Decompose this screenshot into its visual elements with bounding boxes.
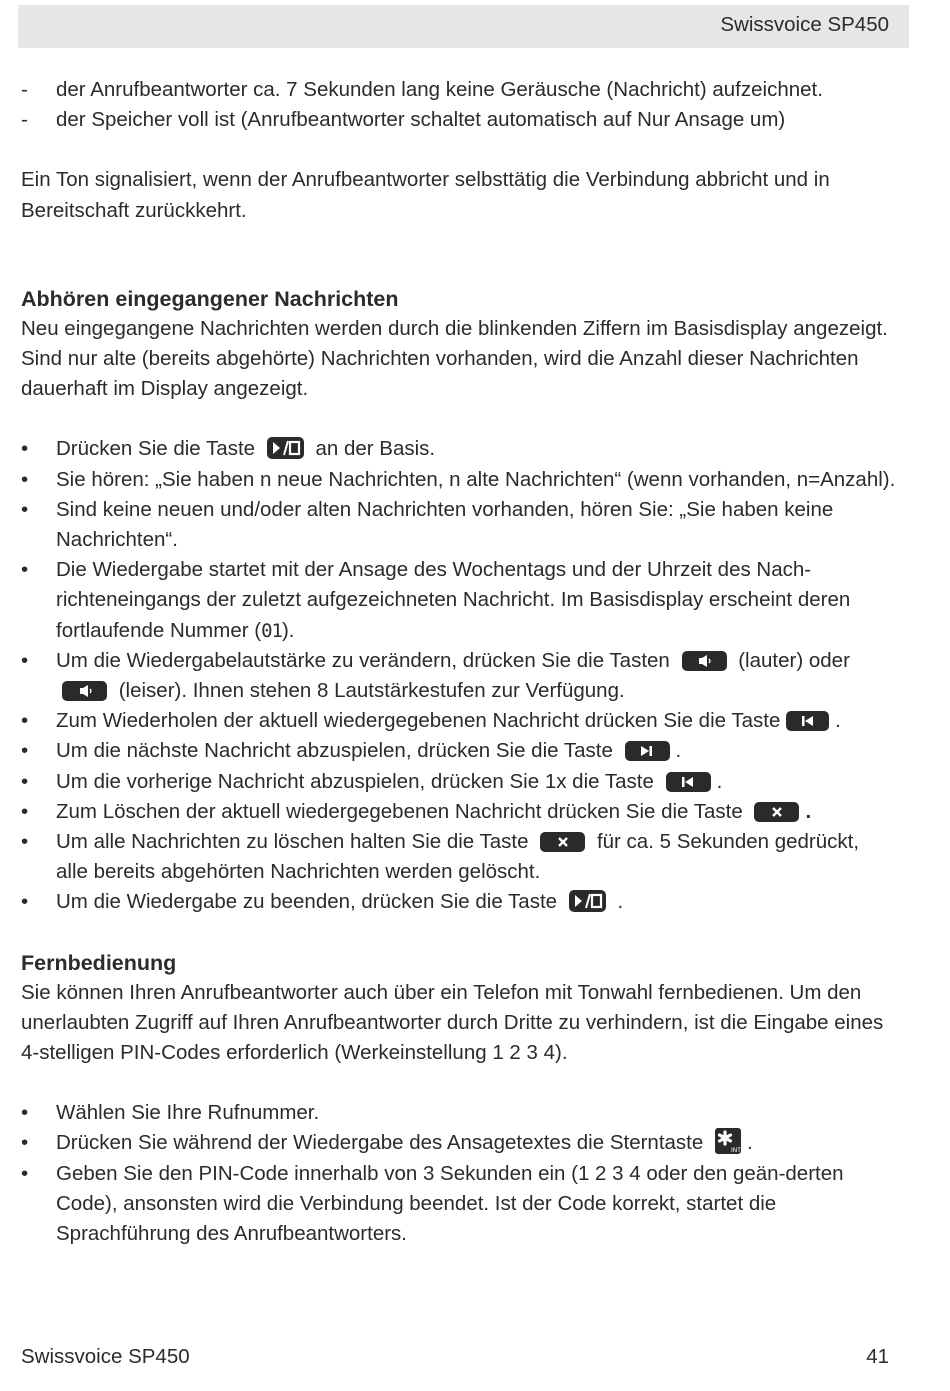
list-item-text: . [716,769,723,793]
list-item [21,495,896,555]
play-pause-key-icon [569,890,606,912]
bullet-marker: • [21,437,29,461]
dash-marker: - [21,108,28,132]
list-item-text: Um die vorherige Nachricht abzuspielen, drücken Sie 1x die Taste [56,769,654,793]
list-item-text: (lauter) oder [738,648,850,672]
display-digits: 01 [261,619,282,642]
bullet-marker: • [21,769,29,793]
list-item-text: . [675,739,682,763]
bullet-marker: • [21,890,29,914]
page-content [21,75,896,1249]
list-item [21,555,896,646]
list-item [21,1159,896,1250]
play-pause-key-icon [267,437,304,459]
list-item [21,706,896,736]
delete-key-icon [540,832,585,852]
header-bar [18,5,909,48]
list-item-text: ). [281,618,295,642]
list-item-text: Sie hören: „Sie haben n neue Nachrichten, n alte Nachrichten“ (wenn vorhanden, n=Anzahl). [56,467,896,491]
list-item [21,827,896,887]
bullet-marker: • [21,648,29,672]
list-item-text: Drücken Sie die Taste [56,437,256,461]
list-item-text: Zum Wiederholen der aktuell wiedergegebenen Nachricht drücken Sie die Taste [56,709,781,733]
list-item [21,797,896,827]
delete-key-icon [754,802,799,822]
bullet-marker: • [21,1161,29,1185]
list-item-text: an der Basis. [315,437,436,461]
section-paragraph: Sie können Ihren Anrufbeantworter auch über ein Telefon mit Tonwahl fernbedienen. Um den unerlaubten Zugriff auf Ihren Anrufbeantworter durch Dritte zu verhindern, ist die Eingabe eines 4-stelligen PIN-Codes erforderlich (Werkeinstellung 1 2 3 4). [21,980,884,1065]
list-item-text: für ca. 5 Sekunden gedrückt, alle bereits abgehörten Nachrichten werden gelöscht. [56,830,860,884]
list-item [21,1128,896,1158]
skip-forward-key-icon [625,741,670,761]
footer-title: Swissvoice SP450 [21,1345,190,1368]
list-item-text: . [805,799,812,823]
list-item [21,646,896,706]
dash-item [21,105,896,135]
bullet-list [21,434,896,917]
list-item-text: Drücken Sie während der Wiedergabe des Ansagetextes die Sterntaste [56,1131,704,1155]
dash-item [21,75,896,105]
volume-up-key-icon [682,651,727,671]
list-item [21,465,896,495]
intro-paragraph: Ein Ton signalisiert, wenn der Anrufbeantworter selbsttätig die Verbindung abbricht und in Bereitschaft zurückkehrt. [21,168,830,222]
list-item-text: Um die nächste Nachricht abzuspielen, drücken Sie die Taste [56,739,613,763]
dash-item-text: der Speicher voll ist (Anrufbeantworter schaltet automatisch auf Nur Ansage um) [56,108,786,132]
dash-marker: - [21,78,28,101]
list-item [21,736,896,766]
skip-back-key-icon [666,772,711,792]
bullet-marker: • [21,709,29,733]
list-item-text: Um die Wiedergabelautstärke zu verändern, drücken Sie die Tasten [56,648,670,672]
bullet-marker: • [21,467,29,491]
star-key-label: INT [730,1147,741,1155]
section-heading: Fernbedienung [21,950,177,975]
list-item-text: Wählen Sie Ihre Rufnummer. [56,1101,320,1125]
bullet-list [21,1098,896,1249]
list-item [21,1098,896,1128]
dash-item-text: der Anrufbeantworter ca. 7 Sekunden lang keine Geräusche (Nachricht) aufzeichnet. [56,78,823,101]
list-item-text: (leiser). Ihnen stehen 8 Lautstärkestufen zur Verfügung. [118,679,625,703]
list-item [21,887,896,917]
list-item-text: Sind keine neuen und/oder alten Nachrichten vorhanden, hören Sie: „Sie haben keine Nachrichten“. [56,497,834,552]
volume-down-key-icon [62,681,107,701]
section-heading: Abhören eingegangener Nachrichten [21,286,399,311]
bullet-marker: • [21,739,29,763]
header-title: Swissvoice SP450 [720,13,889,36]
list-item-text: Um alle Nachrichten zu löschen halten Sie die Taste [56,830,529,854]
list-item-text: Die Wiedergabe startet mit der Ansage des Wochentags und der Uhrzeit des Nach-richteneingangs der zuletzt aufgezeichneten Nachricht. Im Basisdisplay erscheint deren fortlaufende Nummer ( [56,558,851,642]
skip-back-key-icon [786,711,829,731]
page-number: 41 [866,1345,889,1368]
bullet-marker: • [21,1131,29,1155]
bullet-marker: • [21,497,29,521]
bullet-marker: • [21,558,29,582]
list-item [21,767,896,797]
list-item-text: . [746,1131,753,1155]
list-item-text: Um die Wiedergabe zu beenden, drücken Sie die Taste [56,890,558,914]
section-paragraph: Neu eingegangene Nachrichten werden durch die blinkenden Ziffern im Basisdisplay angezeigt. Sind nur alte (bereits abgehörte) Nachrichten vorhanden, wird die Anzahl dieser Nachrichten dauerhaft im Display angezeigt. [21,316,888,401]
list-item-text: . [617,890,624,914]
list-item [21,434,896,464]
list-item-text: . [835,709,841,733]
list-item-text: Zum Löschen der aktuell wiedergegebenen Nachricht drücken Sie die Taste [56,799,743,823]
bullet-marker: • [21,1101,29,1125]
bullet-marker: • [21,799,29,823]
star-int-key-icon [715,1128,741,1154]
list-item-text: Geben Sie den PIN-Code innerhalb von 3 Sekunden ein (1 2 3 4 oder den geän-derten Code), ansonsten wird die Verbindung beendet. Ist der Code korrekt, startet die Sprachführung des Anrufbeantworters. [56,1161,844,1246]
bullet-marker: • [21,830,29,854]
